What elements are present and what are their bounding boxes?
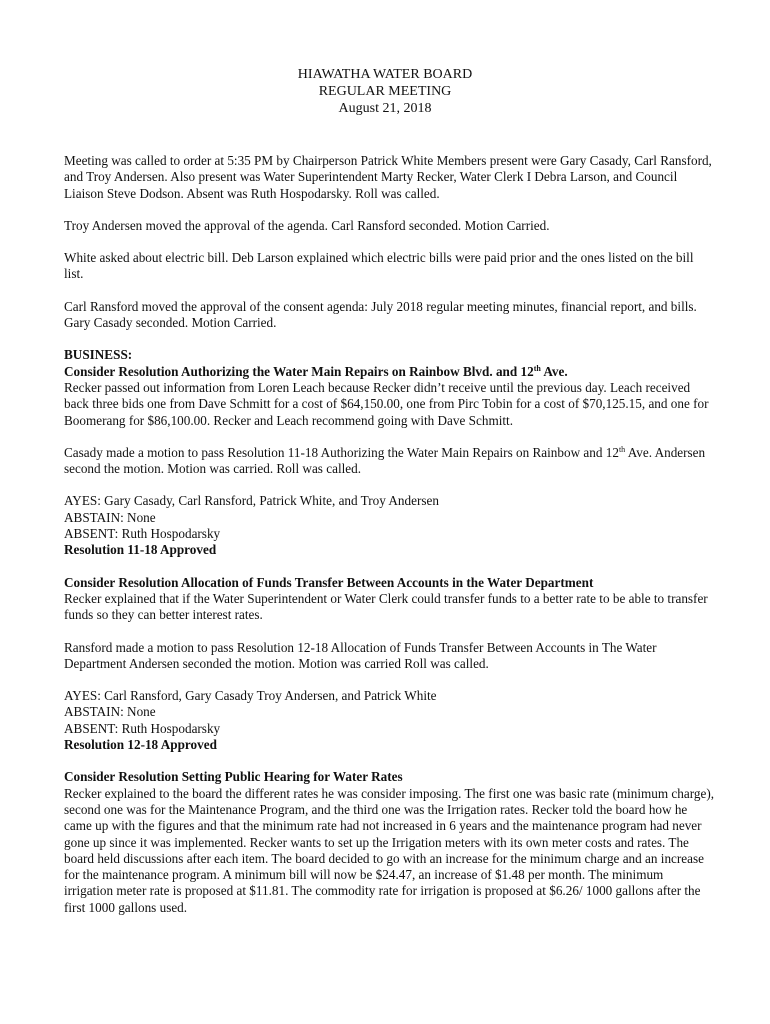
org-name: HIAWATHA WATER BOARD: [297, 67, 473, 82]
business-item-3: [64, 769, 714, 916]
item-2-vote: [64, 688, 714, 753]
item-1-ayes: AYES: Gary Casady, Carl Ransford, Patrick White, and Troy Andersen: [64, 493, 439, 509]
consent-agenda-paragraph: Carl Ransford moved the approval of the consent agenda: July 2018 regular meeting minutes, financial report, and bills. Gary Casady seconded. Motion Carried.: [64, 298, 697, 331]
item-1-title-sup: th: [533, 363, 541, 373]
item-1-title-text: Consider Resolution Authorizing the Water Main Repairs on Rainbow Blvd. and 12: [64, 363, 534, 379]
item-2-title: Consider Resolution Allocation of Funds Transfer Between Accounts in the Water Department: [64, 574, 594, 590]
item-1-vote: [64, 493, 714, 558]
electric-bill-paragraph: White asked about electric bill. Deb Larson explained which electric bills were paid prior and the ones listed on the bill list.: [64, 250, 694, 282]
agenda-paragraph: Troy Andersen moved the approval of the agenda. Carl Ransford seconded. Motion Carried.: [64, 217, 550, 233]
minutes-body: [64, 153, 714, 932]
call-to-order-paragraph: Meeting was called to order at 5:35 PM by Chairperson Patrick White Members present were Gary Casady, Carl Ransford, and Troy Andersen. Also present was Water Superintendent Marty Recker, Water Clerk I Debra Larson, and Council Liaison Steve Dodson. Absent was Ruth Hospodarsky. Roll was called.: [64, 153, 712, 201]
item-1-motion-sup: th: [618, 444, 626, 454]
item-2-abstain: ABSTAIN: None: [64, 704, 156, 720]
meeting-type: REGULAR MEETING: [318, 84, 452, 99]
item-2-absent: ABSENT: Ruth Hospodarsky: [64, 720, 221, 736]
item-2-body: Recker explained that if the Water Superintendent or Water Clerk could transfer funds to a better rate to be able to transfer funds so they can better interest rates.: [64, 590, 708, 623]
item-1-motion: [64, 445, 714, 478]
item-2-ayes: AYES: Carl Ransford, Gary Casady Troy Andersen, and Patrick White: [64, 688, 437, 704]
item-1-motion-text: Casady made a motion to pass Resolution 11-18 Authorizing the Water Main Repairs on Rainbow and 12: [64, 444, 619, 460]
meeting-date: August 21, 2018: [338, 101, 432, 116]
item-3-body: Recker explained to the board the different rates he was consider imposing. The first one was basic rate (minimum charge), second one was for the Maintenance Program, and the third one was the Irrigation rates. Recker told the board how he came up with the figures and that the minimum rate had not increased in 6 years and the maintenance program had never gone up since it was implemented. Recker wants to set up the Irrigation meters with its own meter costs and rates. The board held discussions after each item. The board decided to go with an increase for the minimum charge and an increase for the maintenance program. A minimum bill will now be $24.47, an increase of $1.48 per month. The minimum irrigation meter rate is proposed at $11.81. The commodity rate for irrigation is proposed at $6.26/ 1000 gallons after the first 1000 gallons used.: [64, 785, 715, 915]
business-item-2: [64, 575, 714, 624]
document-header: [0, 66, 770, 117]
item-1-result: Resolution 11-18 Approved: [64, 542, 217, 558]
business-item-1: [64, 347, 714, 428]
item-1-abstain: ABSTAIN: None: [64, 509, 156, 525]
item-1-title: [64, 364, 714, 380]
item-2-result: Resolution 12-18 Approved: [64, 737, 217, 753]
business-heading: BUSINESS:: [64, 347, 133, 363]
item-1-absent: ABSENT: Ruth Hospodarsky: [64, 526, 221, 542]
item-3-title: Consider Resolution Setting Public Hearing for Water Rates: [64, 769, 403, 785]
item-2-motion: Ransford made a motion to pass Resolution 12-18 Allocation of Funds Transfer Between Accounts in The Water Department Andersen seconded the motion. Motion was carried Roll was called.: [64, 639, 657, 671]
item-1-body: Recker passed out information from Loren Leach because Recker didn’t receive until the previous day. Leach received back three bids one from Dave Schmitt for a cost of $64,150.00, one from Pirc Tobin for a cost of $70,125.15, and one for Boomerang for $86,100.00. Recker and Leach recommend going with Dave Schmitt.: [64, 379, 709, 428]
item-1-title-end: Ave.: [540, 363, 568, 379]
item-1-motion-end: Ave. Andersen second the motion. Motion was carried. Roll was called.: [64, 444, 706, 477]
